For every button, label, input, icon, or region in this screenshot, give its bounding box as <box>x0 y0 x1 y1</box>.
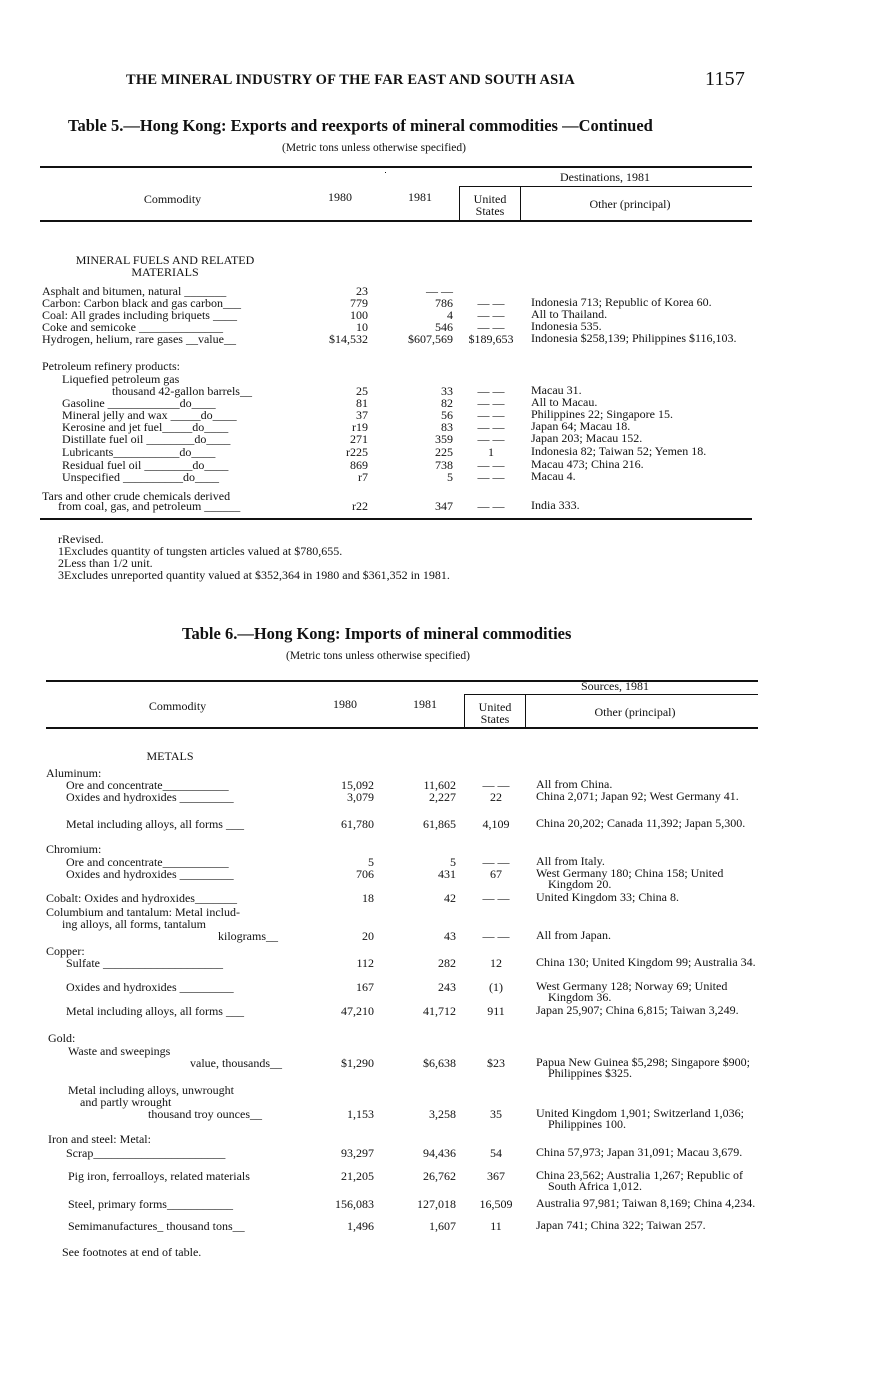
table5-bottom-rule <box>40 518 752 520</box>
table5-1980-cell: 779 <box>350 296 368 310</box>
table5-1981-cell: 82 <box>441 396 453 410</box>
table5-1980-cell: r22 <box>352 499 368 513</box>
table5-header-us: United States <box>473 192 507 218</box>
table6-title: Table 6.—Hong Kong: Imports of mineral commodities <box>182 624 572 643</box>
table6-1980-cell: 112 <box>356 956 374 970</box>
table6-us-cell: — — <box>482 855 510 869</box>
table5-other-cell: All to Macau. <box>531 395 598 409</box>
table6-1980-cell: 21,205 <box>341 1169 374 1183</box>
table5-1981-cell: — — <box>426 284 453 298</box>
table5-us-cell: — — <box>477 384 505 398</box>
table6-1980-cell: 167 <box>356 980 374 994</box>
table6-other-cell: Australia 97,981; Taiwan 8,169; China 4,234. <box>536 1196 756 1210</box>
table6-header-group: Sources, 1981 <box>581 679 649 693</box>
table6-other-cell: China 23,562; Australia 1,267; Republic of South Africa 1,012. <box>536 1168 743 1193</box>
table5-1980-cell: 10 <box>356 320 368 334</box>
table5-commodity-cell: Lubricants___________do____ <box>62 445 216 459</box>
table5-commodity-cell: Distillate fuel oil ________do____ <box>62 432 231 446</box>
table6-1980-cell: 61,780 <box>341 817 374 831</box>
table6-us-cell: — — <box>482 778 510 792</box>
table5-1980-cell: r7 <box>358 470 368 484</box>
table6-1981-cell: 282 <box>438 956 456 970</box>
table6-1980-cell: 5 <box>368 855 374 869</box>
table6-1981-cell: 243 <box>438 980 456 994</box>
table6-us-cell: 22 <box>490 790 502 804</box>
table5-commodity-cell: Mineral jelly and wax _____do____ <box>62 408 237 422</box>
table5-title: Table 5.—Hong Kong: Exports and reexports of mineral commodities —Continued <box>68 116 653 135</box>
table5-other-divider <box>520 186 521 220</box>
table6-1981-cell: 94,436 <box>423 1146 456 1160</box>
table6-other-cell: All from Italy. <box>536 854 605 868</box>
table6-1980-cell: 47,210 <box>341 1004 374 1018</box>
table6-1980-cell: 20 <box>362 929 374 943</box>
table6-1980-cell: 706 <box>356 867 374 881</box>
table6-1980-cell: 1,496 <box>347 1219 374 1233</box>
table6-us-cell: 67 <box>490 867 502 881</box>
table5-commodity-cell: Tars and other crude chemicals derived <box>42 489 231 503</box>
table5-other-cell: Indonesia 535. <box>531 319 602 333</box>
table5-us-cell: — — <box>477 458 505 472</box>
table5-1981-cell: 786 <box>435 296 453 310</box>
table5-1981-cell: 359 <box>435 432 453 446</box>
table5-1980-cell: 271 <box>350 432 368 446</box>
table6-us-cell: — — <box>482 929 510 943</box>
table5-us-cell: — — <box>477 432 505 446</box>
table5-1981-cell: 5 <box>447 470 453 484</box>
table5-1981-cell: 546 <box>435 320 453 334</box>
table5-commodity-cell: Asphalt and bitumen, natural _______ <box>42 284 227 298</box>
table5-1981-cell: 347 <box>435 499 453 513</box>
table6-1980-cell: 18 <box>362 891 374 905</box>
table6-1981-cell: 431 <box>438 867 456 881</box>
table5-commodity-cell: Carbon: Carbon black and gas carbon___ <box>42 296 241 310</box>
table5-1981-cell: 738 <box>435 458 453 472</box>
table5-commodity-cell: Unspecified __________do____ <box>62 470 219 484</box>
table5-commodity-cell: Petroleum refinery products: <box>42 359 180 373</box>
table6-1981-cell: 2,227 <box>429 790 456 804</box>
table5-1980-cell: 25 <box>356 384 368 398</box>
table5-us-cell: — — <box>477 408 505 422</box>
table5-1980-cell: 869 <box>350 458 368 472</box>
table6-commodity-cell: Cobalt: Oxides and hydroxides_______ <box>46 891 237 905</box>
table5-1981-cell: 225 <box>435 445 453 459</box>
table5-commodity-cell: from coal, gas, and petroleum ______ <box>58 499 241 513</box>
table6-commodity-cell: Iron and steel: Metal: <box>48 1132 151 1146</box>
table5-us-cell: — — <box>477 420 505 434</box>
table5-commodity-cell: Gasoline ____________do____ <box>62 396 216 410</box>
table6-header-commodity: Commodity <box>148 699 207 713</box>
table5-other-cell: Japan 203; Macau 152. <box>531 431 643 445</box>
table6-us-divider <box>464 694 465 728</box>
table6-1980-cell: 15,092 <box>341 778 374 792</box>
table6-us-cell: 367 <box>487 1169 505 1183</box>
table5-other-cell: Japan 64; Macau 18. <box>531 419 631 433</box>
table6-us-cell: — — <box>482 891 510 905</box>
running-head-title: THE MINERAL INDUSTRY OF THE FAR EAST AND SOUTH ASIA <box>126 72 575 88</box>
table5-other-cell: Macau 473; China 216. <box>531 457 644 471</box>
table5-header-commodity: Commodity <box>143 192 202 206</box>
table5-other-cell: Indonesia 713; Republic of Korea 60. <box>531 295 712 309</box>
table5-us-cell: — — <box>477 308 505 322</box>
table5-footnote: 2Less than 1/2 unit. <box>58 556 153 570</box>
table5-other-cell: Indonesia 82; Taiwan 52; Yemen 18. <box>531 444 707 458</box>
table6-commodity-cell: Metal including alloys, unwrought <box>68 1083 234 1097</box>
table5-1981-cell: 56 <box>441 408 453 422</box>
table6-1980-cell: 156,083 <box>335 1197 374 1211</box>
table5-footnote: 1Excludes quantity of tungsten articles valued at $780,655. <box>58 544 343 558</box>
table6-section-heading: METALS <box>146 749 194 763</box>
table6-subtitle: (Metric tons unless otherwise specified) <box>286 650 470 662</box>
table6-1980-cell: 93,297 <box>341 1146 374 1160</box>
table5-header-rule <box>40 220 752 222</box>
table6-other-cell: Japan 741; China 322; Taiwan 257. <box>536 1218 706 1232</box>
table6-header-1981: 1981 <box>413 697 437 711</box>
table6-1980-cell: $1,290 <box>341 1056 374 1070</box>
table6-1981-cell: 61,865 <box>423 817 456 831</box>
table5-dot <box>385 172 386 173</box>
table6-commodity-cell: thousand troy ounces__ <box>148 1107 262 1121</box>
table6-commodity-cell: Copper: <box>46 944 85 958</box>
table6-us-cell: 54 <box>490 1146 502 1160</box>
table5-us-cell: — — <box>477 320 505 334</box>
table5-us-cell: — — <box>477 499 505 513</box>
table6-us-cell: $23 <box>487 1056 505 1070</box>
table5-subtitle: (Metric tons unless otherwise specified) <box>282 142 466 154</box>
table6-other-cell: Japan 25,907; China 6,815; Taiwan 3,249. <box>536 1003 739 1017</box>
table5-commodity-cell: thousand 42-gallon barrels__ <box>112 384 252 398</box>
page-number: 1157 <box>705 68 746 90</box>
table6-other-cell: China 2,071; Japan 92; West Germany 41. <box>536 789 739 803</box>
table6-us-cell: 11 <box>490 1219 502 1233</box>
table6-1981-cell: 1,607 <box>429 1219 456 1233</box>
table6-other-cell: United Kingdom 33; China 8. <box>536 890 679 904</box>
table6-commodity-cell: ing alloys, all forms, tantalum <box>62 917 206 931</box>
table6-header-1980: 1980 <box>333 697 357 711</box>
table6-other-cell: Papua New Guinea $5,298; Singapore $900; Philippines $325. <box>536 1055 750 1080</box>
table5-other-cell: India 333. <box>531 498 580 512</box>
table6-1981-cell: $6,638 <box>423 1056 456 1070</box>
table6-1981-cell: 41,712 <box>423 1004 456 1018</box>
table6-us-cell: 35 <box>490 1107 502 1121</box>
table5-us-cell: — — <box>477 296 505 310</box>
table5-1980-cell: r225 <box>346 445 368 459</box>
table6-1980-cell: 1,153 <box>347 1107 374 1121</box>
table5-commodity-cell: Liquefied petroleum gas <box>62 372 180 386</box>
table6-1981-cell: 3,258 <box>429 1107 456 1121</box>
table5-us-cell: — — <box>477 396 505 410</box>
table6-other-cell: United Kingdom 1,901; Switzerland 1,036; Philippines 100. <box>536 1106 744 1131</box>
table5-us-cell: 1 <box>488 445 494 459</box>
table6-commodity-cell: Metal including alloys, all forms ___ <box>66 1004 244 1018</box>
table5-top-rule <box>40 166 752 168</box>
table5-commodity-cell: Hydrogen, helium, rare gases __value__ <box>42 332 236 346</box>
table5-header-other: Other (principal) <box>589 197 671 211</box>
table6-header-other: Other (principal) <box>594 705 676 719</box>
table6-other-cell: West Germany 128; Norway 69; United Kingdom 36. <box>536 979 728 1004</box>
table5-other-cell: Macau 31. <box>531 383 582 397</box>
table5-other-cell: Philippines 22; Singapore 15. <box>531 407 673 421</box>
table5-1980-cell: 81 <box>356 396 368 410</box>
table6-other-cell: All from Japan. <box>536 928 611 942</box>
table6-commodity-cell: Aluminum: <box>46 766 102 780</box>
table5-1981-cell: 4 <box>447 308 453 322</box>
table6-1981-cell: 43 <box>444 929 456 943</box>
table6-commodity-cell: Gold: <box>48 1031 76 1045</box>
table5-other-cell: Macau 4. <box>531 469 576 483</box>
table6-other-cell: West Germany 180; China 158; United Kingdom 20. <box>536 866 724 891</box>
table5-other-cell: All to Thailand. <box>531 307 608 321</box>
table6-commodity-cell: Oxides and hydroxides _________ <box>66 790 234 804</box>
table5-1980-cell: $14,532 <box>329 332 368 346</box>
table5-commodity-cell: Residual fuel oil ________do____ <box>62 458 229 472</box>
table6-us-cell: 911 <box>487 1004 505 1018</box>
table5-1981-cell: 33 <box>441 384 453 398</box>
table6-us-cell: (1) <box>489 980 503 994</box>
table6-header-us: United States <box>478 700 512 726</box>
table6-commodity-cell: Ore and concentrate___________ <box>66 855 229 869</box>
table5-commodity-cell: Kerosine and jet fuel_____do____ <box>62 420 229 434</box>
table6-commodity-cell: Semimanufactures_ thousand tons__ <box>68 1219 245 1233</box>
table6-other-cell: China 57,973; Japan 31,091; Macau 3,679. <box>536 1145 743 1159</box>
table5-commodity-cell: Coal: All grades including briquets ____ <box>42 308 237 322</box>
table6-us-cell: 16,509 <box>479 1197 513 1211</box>
table5-header-1980: 1980 <box>328 190 352 204</box>
table6-commodity-cell: Ore and concentrate___________ <box>66 778 229 792</box>
table6-us-cell: 12 <box>490 956 502 970</box>
table5-1981-cell: 83 <box>441 420 453 434</box>
table6-other-cell: All from China. <box>536 777 613 791</box>
table6-1981-cell: 11,602 <box>423 778 456 792</box>
table6-1981-cell: 127,018 <box>417 1197 456 1211</box>
table5-1980-cell: r19 <box>352 420 368 434</box>
table6-other-cell: China 130; United Kingdom 99; Australia 34. <box>536 955 756 969</box>
table6-commodity-cell: Chromium: <box>46 842 102 856</box>
table6-commodity-cell: Scrap______________________ <box>66 1146 226 1160</box>
table6-other-cell: China 20,202; Canada 11,392; Japan 5,300. <box>536 816 746 830</box>
table5-us-cell: $189,653 <box>468 332 514 346</box>
table5-header-1981: 1981 <box>408 190 432 204</box>
table6-commodity-cell: Oxides and hydroxides _________ <box>66 867 234 881</box>
table6-other-divider <box>525 694 526 728</box>
table6-header-rule <box>46 727 758 729</box>
table6-1981-cell: 5 <box>450 855 456 869</box>
table5-1981-cell: $607,569 <box>408 332 453 346</box>
table6-commodity-cell: Steel, primary forms___________ <box>68 1197 233 1211</box>
table6-commodity-cell: Waste and sweepings <box>68 1044 171 1058</box>
table5-other-cell: Indonesia $258,139; Philippines $116,103. <box>531 331 737 345</box>
table6-commodity-cell: and partly wrought <box>80 1095 172 1109</box>
table6-1981-cell: 26,762 <box>423 1169 456 1183</box>
table5-1980-cell: 23 <box>356 284 368 298</box>
table5-header-group: Destinations, 1981 <box>560 170 650 184</box>
table5-section-heading: MINERAL FUELS AND RELATED MATERIALS <box>75 253 255 279</box>
table5-us-cell: — — <box>477 470 505 484</box>
table6-commodity-cell: Pig iron, ferroalloys, related materials <box>68 1169 250 1183</box>
table6-commodity-cell: value, thousands__ <box>190 1056 282 1070</box>
table6-group-rule <box>465 694 758 695</box>
table6-us-cell: 4,109 <box>482 817 510 831</box>
table5-footnote: rRevised. <box>58 532 104 546</box>
table6-commodity-cell: Columbium and tantalum: Metal includ- <box>46 905 240 919</box>
table6-footer-note: See footnotes at end of table. <box>62 1245 202 1259</box>
table5-commodity-cell: Coke and semicoke ______________ <box>42 320 223 334</box>
table5-1980-cell: 37 <box>356 408 368 422</box>
table6-1981-cell: 42 <box>444 891 456 905</box>
table6-commodity-cell: Oxides and hydroxides _________ <box>66 980 234 994</box>
table6-commodity-cell: Sulfate ____________________ <box>66 956 223 970</box>
table6-commodity-cell: Metal including alloys, all forms ___ <box>66 817 244 831</box>
table5-footnote: 3Excludes unreported quantity valued at $352,364 in 1980 and $361,352 in 1981. <box>58 568 450 582</box>
table5-group-rule <box>460 186 752 187</box>
table5-1980-cell: 100 <box>350 308 368 322</box>
table5-us-divider <box>459 186 460 220</box>
table6-1980-cell: 3,079 <box>347 790 374 804</box>
table6-commodity-cell: kilograms__ <box>218 929 278 943</box>
